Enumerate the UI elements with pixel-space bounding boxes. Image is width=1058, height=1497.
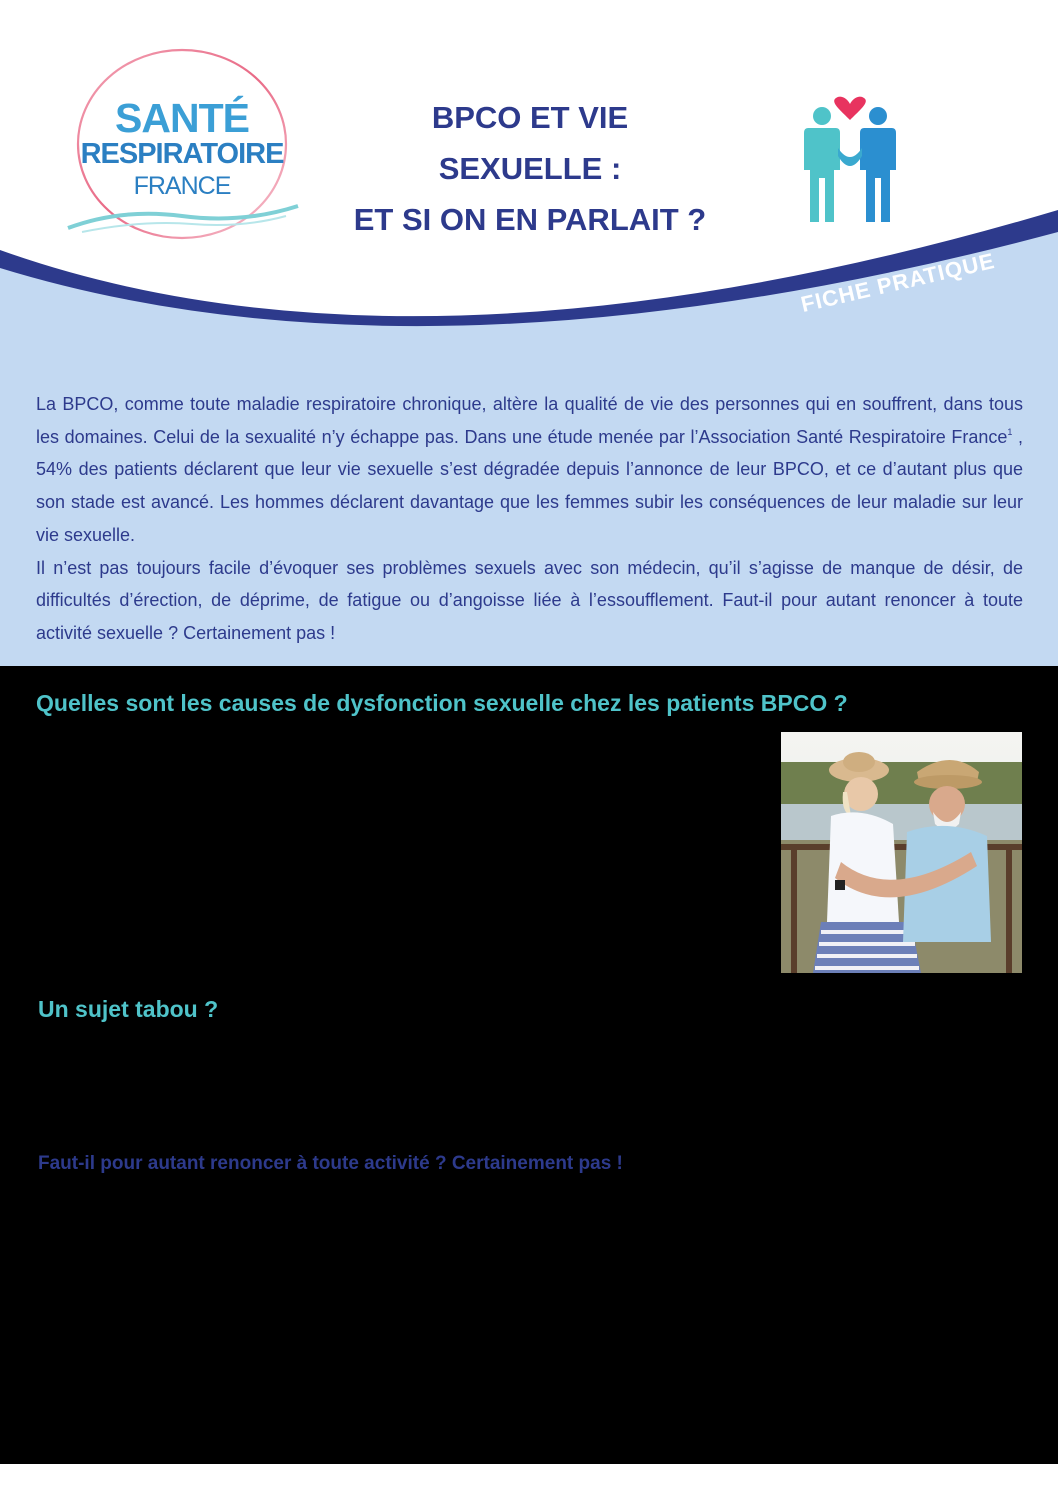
title-line-1: BPCO ET VIE: [431, 100, 629, 135]
causes-heading: Quelles sont les causes de dysfonction sexuelle chez les patients BPCO ?: [36, 690, 848, 716]
logo-text-respiratoire: RESPIRATOIRE: [80, 138, 284, 170]
title-line-2: SEXUELLE :: [438, 151, 622, 186]
intro-paragraph-2: Il n’est pas toujours facile d’évoquer ses problèmes sexuels avec son médecin, qu’il s’agisse de manque de désir, de difficultés d’érection, de déprime, de fatigue ou d’angoisse liée à l’essoufflement. Faut-il pour autant renoncer à toute activité sexuelle ? Certainement pas !: [36, 557, 1023, 643]
tabou-heading: Un sujet tabou ?: [38, 996, 219, 1022]
renoncer-heading: Faut-il pour autant renoncer à toute activité ? Certainement pas !: [38, 1153, 623, 1174]
logo-text-sante: SANTÉ: [115, 95, 249, 141]
sante-respiratoire-logo: [62, 46, 302, 242]
intro-p1-end: , 54% des patients déclarent que leur vie sexuelle s’est dégradée depuis l’annonce de leur BPCO, et ce d’autant plus que son stade est avancé. Les hommes déclarent davantage que les femmes subir les conséquences de leur maladie sur leur vie sexuelle.: [36, 426, 1023, 545]
footnote-ref: 1: [1007, 426, 1013, 437]
title-line-3: ET SI ON EN PARLAIT ?: [353, 202, 707, 237]
fiche-pratique-badge: FICHE PRATIQUE: [798, 248, 998, 317]
senior-couple-photo: [781, 732, 1022, 973]
intro-p1-start: La BPCO, comme toute maladie respiratoire chronique, altère la qualité de vie des personnes qui en souffrent, dans tous les domaines. Celui de la sexualité n’y échappe pas. Dans une étude menée par l’Association Santé Respiratoire France: [36, 394, 1023, 447]
logo-text-france: FRANCE: [133, 172, 231, 200]
intro-paragraph-1: [36, 388, 1023, 552]
intro-text: [36, 388, 1023, 650]
page-title: [320, 92, 740, 245]
couple-heart-icon: [792, 96, 908, 228]
